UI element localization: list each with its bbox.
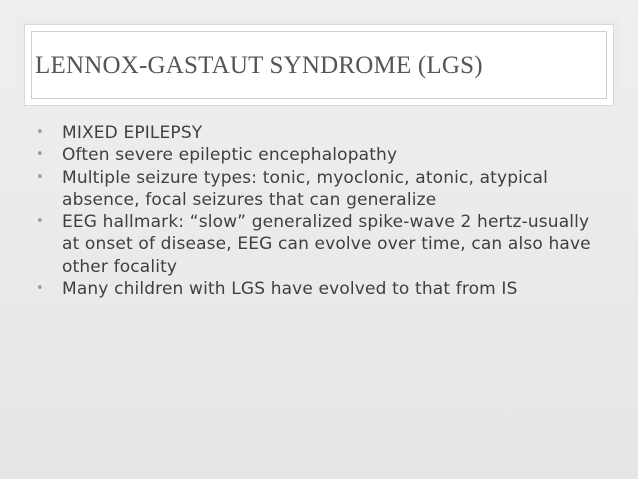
bullet-text: Multiple seizure types: tonic, myoclonic, atonic, atypical absence, focal seizures that can generalize xyxy=(62,167,548,210)
bullet-item xyxy=(36,144,611,166)
slide-title: LENNOX-GASTAUT SYNDROME (LGS) xyxy=(35,52,483,79)
bullet-item xyxy=(36,122,611,144)
bullet-text: MIXED EPILEPSY xyxy=(62,123,203,143)
bullet-text: EEG hallmark: “slow” generalized spike-wave 2 hertz-usually at onset of disease, EEG can evolve over time, can also have other focality xyxy=(62,212,591,277)
bullet-text: Many children with LGS have evolved to that from IS xyxy=(62,279,518,300)
bullet-marker: • xyxy=(36,147,44,163)
bullet-marker: • xyxy=(36,169,44,185)
bullet-item xyxy=(36,167,611,212)
bullet-list xyxy=(36,122,611,300)
bullet-marker: • xyxy=(36,125,44,140)
bullet-text: Often severe epileptic encephalopathy xyxy=(62,145,398,166)
bullet-item xyxy=(36,211,611,278)
bullet-marker: • xyxy=(36,281,44,297)
bullet-marker: • xyxy=(36,214,44,230)
bullet-item xyxy=(36,278,611,300)
